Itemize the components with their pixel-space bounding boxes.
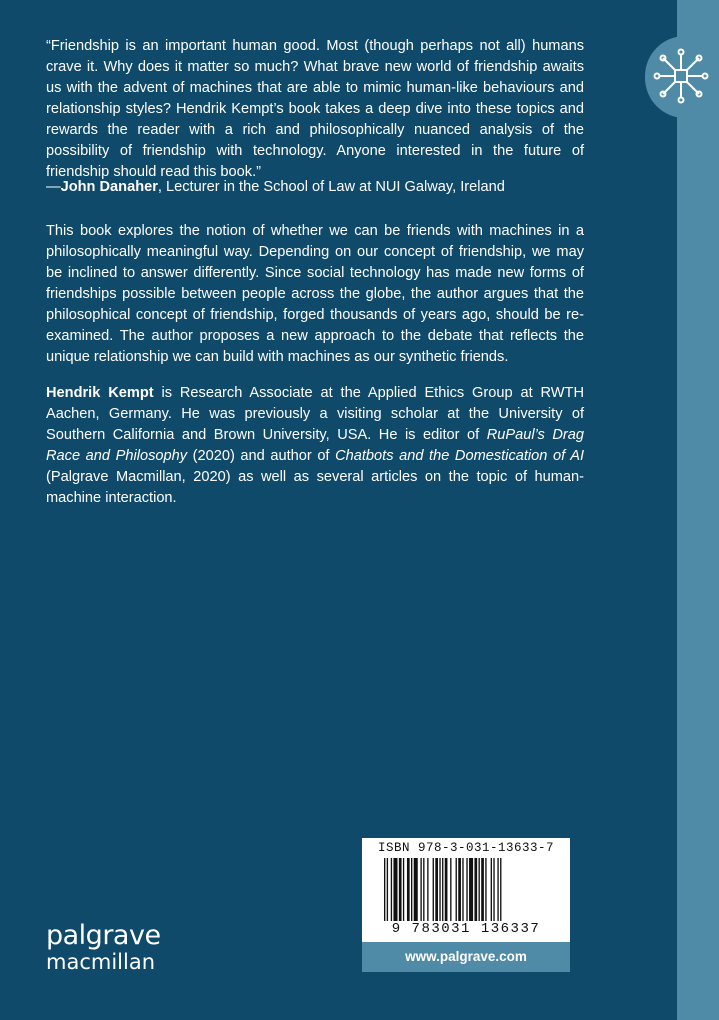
endorsement-quote: “Friendship is an important human good. Most (though perhaps not all) humans crave it. Why does it matter so much? What brave new world of friendship awaits us with the advent of machines that are able to mimic human-like behaviours and relationship styles? Hendrik Kempt’s book takes a deep dive into these topics and rewards the reader with a rich and philosophically nuanced analysis of the possibility of friendship with technology. Anyone interested in the future of friendship should read this book.” <box>46 38 584 180</box>
palgrave-network-icon <box>651 46 711 106</box>
quote-attribution <box>46 177 584 198</box>
publisher-name-line1: palgrave <box>46 920 161 951</box>
author-bio <box>46 383 584 509</box>
bio-text-2: (2020) and author of <box>187 448 336 464</box>
attribution-affiliation: , Lecturer in the School of Law at NUI Galway, Ireland <box>157 179 505 195</box>
attribution-name: John Danaher <box>60 179 158 195</box>
bio-text-3: (Palgrave Macmillan, 2020) as well as several articles on the topic of human-machine interaction. <box>46 469 584 506</box>
isbn-label: ISBN 978-3-031-13633-7 <box>377 841 555 855</box>
bio-book-title-2: Chatbots and the Domestication of AI <box>335 448 585 464</box>
bio-book-title-1: RuPaul’s Drag Race and Philosophy <box>46 427 585 464</box>
attribution-dash: — <box>46 179 61 195</box>
book-description: This book explores the notion of whether we can be friends with machines in a philosophically meaningful way. Depending on our concept of friendship, we may be inclined to answer differently. Since social technology has made new forms of friendships possible between people across the globe, the author argues that the philosophical concept of friendship, forged thousands of years ago, should be re-examined. The author proposes a new approach to the debate that reflects the unique relationship we can build with machines as our synthetic friends. <box>46 223 584 365</box>
logo-tab <box>645 36 719 118</box>
barcode-box <box>362 838 570 972</box>
bio-text-1: is Research Associate at the Applied Ethics Group at RWTH Aachen, Germany. He was previously a visiting scholar at the University of Southern California and Brown University, USA. He is editor of <box>46 385 584 443</box>
publisher-name-line2: macmillan <box>46 950 156 974</box>
publisher-logo <box>46 922 161 974</box>
spine-strip <box>677 0 719 1020</box>
author-name: Hendrik Kempt <box>46 385 154 401</box>
isbn-digits: 9 783031 136337 <box>362 921 570 937</box>
publisher-website: www.palgrave.com <box>362 942 570 972</box>
